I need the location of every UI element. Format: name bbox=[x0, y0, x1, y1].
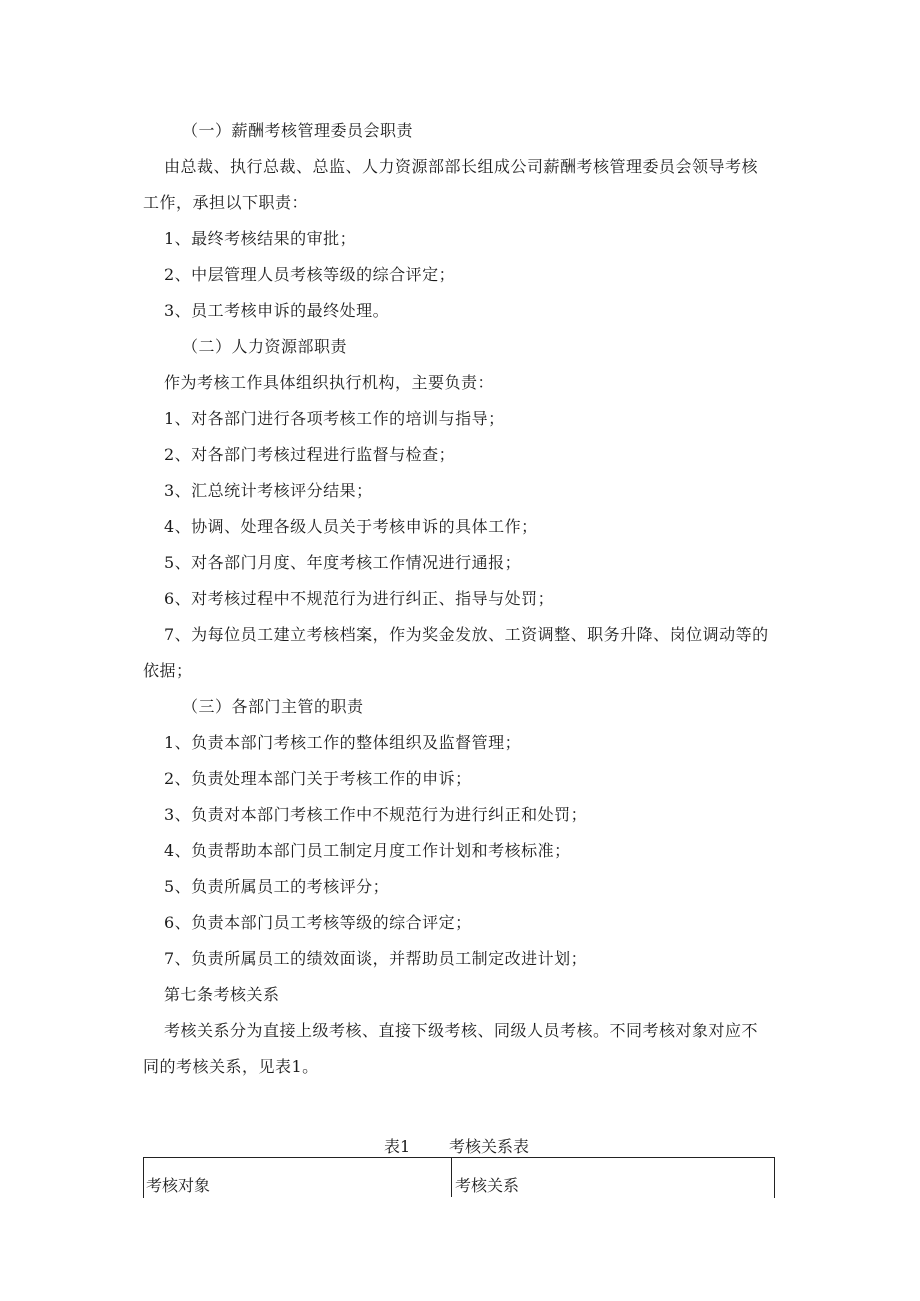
section-1-intro-line-2: 工作，承担以下职责： bbox=[143, 193, 309, 212]
section-2-item-3: 3、汇总统计考核评分结果； bbox=[164, 481, 373, 500]
section-2-intro: 作为考核工作具体组织执行机构，主要负责： bbox=[164, 373, 495, 392]
section-1-item-3: 3、员工考核申诉的最终处理。 bbox=[164, 301, 390, 320]
article-7-line-1: 考核关系分为直接上级考核、直接下级考核、同级人员考核。不同考核对象对应不 bbox=[164, 1021, 759, 1040]
table-header-assessment-relation: 考核关系 bbox=[455, 1176, 520, 1195]
table-header-assessment-object: 考核对象 bbox=[146, 1176, 211, 1195]
section-2-item-2: 2、对各部门考核过程进行监督与检查； bbox=[164, 445, 456, 464]
table-caption-number: 表1 bbox=[384, 1137, 411, 1156]
section-1-item-1: 1、最终考核结果的审批； bbox=[164, 229, 357, 248]
section-3-item-7: 7、负责所属员工的绩效面谈，并帮助员工制定改进计划； bbox=[164, 949, 588, 968]
article-7-heading: 第七条考核关系 bbox=[164, 985, 280, 1004]
section-1-intro-line-1: 由总裁、执行总裁、总监、人力资源部部长组成公司薪酬考核管理委员会领导考核 bbox=[164, 157, 759, 176]
section-2-item-4: 4、协调、处理各级人员关于考核申诉的具体工作； bbox=[164, 517, 538, 536]
section-3-item-4: 4、负责帮助本部门员工制定月度工作计划和考核标准； bbox=[164, 841, 571, 860]
section-3-item-1: 1、负责本部门考核工作的整体组织及监督管理； bbox=[164, 733, 522, 752]
section-2-item-6: 6、对考核过程中不规范行为进行纠正、指导与处罚； bbox=[164, 589, 555, 608]
article-7-line-2: 同的考核关系，见表1。 bbox=[143, 1057, 319, 1076]
section-3-item-5: 5、负责所属员工的考核评分； bbox=[164, 877, 390, 896]
section-3-item-6: 6、负责本部门员工考核等级的综合评定； bbox=[164, 913, 472, 932]
section-2-item-1: 1、对各部门进行各项考核工作的培训与指导； bbox=[164, 409, 505, 428]
table-column-divider bbox=[451, 1157, 452, 1197]
section-2-item-7-continued: 依据； bbox=[143, 661, 193, 680]
section-1-heading: （一）薪酬考核管理委员会职责 bbox=[182, 121, 414, 140]
section-1-item-2: 2、中层管理人员考核等级的综合评定； bbox=[164, 265, 456, 284]
section-3-item-2: 2、负责处理本部门关于考核工作的申诉； bbox=[164, 769, 472, 788]
table-caption-title: 考核关系表 bbox=[449, 1137, 530, 1156]
section-2-item-5: 5、对各部门月度、年度考核工作情况进行通报； bbox=[164, 553, 522, 572]
section-2-item-7: 7、为每位员工建立考核档案，作为奖金发放、工资调整、职务升降、岗位调动等的 bbox=[164, 625, 769, 644]
section-3-heading: （三）各部门主管的职责 bbox=[182, 697, 364, 716]
section-2-heading: （二）人力资源部职责 bbox=[182, 337, 348, 356]
section-3-item-3: 3、负责对本部门考核工作中不规范行为进行纠正和处罚； bbox=[164, 805, 588, 824]
